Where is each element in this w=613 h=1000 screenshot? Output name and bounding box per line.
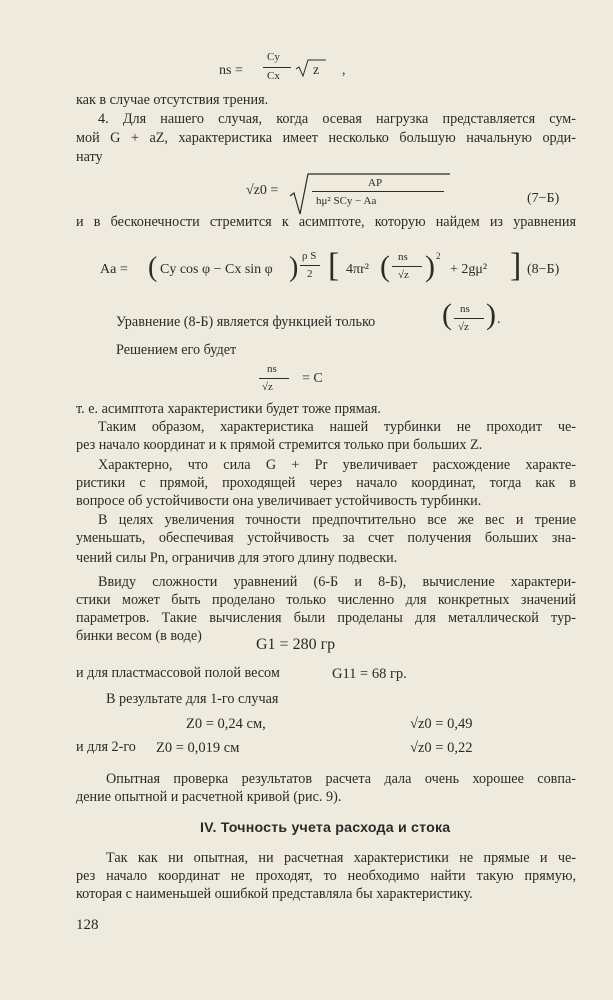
text-line: Характерно, что сила G + Pr увеличивает расхождение характе-: [98, 457, 576, 473]
text-line: рез начало координат не проходят, то необходимо найти такую прямую,: [76, 868, 576, 884]
formula-8b-bracket-a: 4πr²: [346, 262, 369, 277]
paren-open: (: [148, 252, 158, 283]
text-line: вопросе об устойчивости она увеличивает устойчивость турбинки.: [76, 493, 482, 509]
formula-ns-denominator: Cx: [267, 70, 280, 82]
text-line: Опытная проверка результатов расчета дала очень хорошее совпа-: [106, 771, 576, 787]
text-line: уменьшать, обеспечивая устойчивость за счет получения больших зна-: [76, 530, 576, 546]
bracket-open: [: [328, 247, 340, 284]
result-2-left: Z0 = 0,019 см: [156, 740, 240, 756]
text-line: 4. Для нашего случая, когда осевая нагрузка представляется сум-: [98, 111, 576, 127]
text-line: нату: [76, 149, 103, 165]
paren-close: ): [425, 250, 435, 283]
section-heading: IV. Точность учета расхода и стока: [200, 820, 451, 836]
text-line: В целях увеличения точности предпочтительно все же вес и трение: [98, 512, 576, 528]
formula-7b-label: (7−Б): [527, 191, 560, 206]
text-line: стики может быть проделано только численно для конкретных значений: [76, 592, 576, 608]
result-1-right: √z0 = 0,49: [410, 716, 473, 732]
text-line: как в случае отсутствия трения.: [76, 92, 269, 108]
text-line: которая с наименьшей ошибкой представляла бы характеристику.: [76, 886, 473, 902]
weight-g2: G11 = 68 гр.: [332, 666, 407, 682]
text-line: чений силы Pn, ограничив для этого длину подвески.: [76, 550, 398, 566]
text-line: Таким образом, характеристика нашей турбинки не проходит че-: [98, 419, 576, 435]
formula-7b-lhs: √z0 =: [246, 183, 279, 198]
fraction-bar: [312, 191, 444, 192]
formula-ns-numerator: Cy: [267, 51, 280, 63]
formula-8b-frac-den: √z: [398, 269, 409, 281]
result-1-left: Z0 = 0,24 см,: [186, 716, 266, 732]
page-number: 128: [76, 917, 99, 933]
formula-8b-plus: + 2gμ²: [450, 262, 488, 277]
solution-num: ns: [267, 363, 277, 375]
fraction-bar: [263, 67, 291, 68]
text-line: и для 2-го: [76, 739, 136, 755]
func-only-tail: .: [497, 312, 501, 327]
fraction-bar: [454, 318, 484, 319]
formula-8b-mult: ρ S: [302, 250, 317, 262]
paren-close: ): [486, 298, 496, 331]
solution-rhs: = C: [302, 371, 323, 386]
formula-8b-exp: 2: [436, 251, 441, 261]
text-line: В результате для 1-го случая: [106, 691, 279, 707]
func-only-den: √z: [458, 321, 469, 333]
text-line: дение опытной и расчетной кривой (рис. 9).: [76, 789, 342, 805]
text-line: рез начало координат и к прямой стремится только при больших Z.: [76, 437, 483, 453]
formula-8b-paren: Cy cos φ − Cx sin φ: [160, 262, 273, 277]
text-line: бинки весом (в воде): [76, 628, 202, 644]
text-line: параметров. Такие вычисления были проделаны для металлической тур-: [76, 610, 576, 626]
text-line: Ввиду сложности уравнений (6-Б и 8-Б), вычисление характери-: [98, 574, 576, 590]
paren-open: (: [442, 298, 452, 331]
formula-8b-two: 2: [307, 268, 313, 280]
paren-open: (: [380, 250, 390, 283]
formula-8b-lhs: Aa =: [100, 262, 128, 277]
fraction-bar: [259, 378, 289, 379]
text-line: и в бесконечности стремится к асимптоте, которую найдем из уравнения: [76, 214, 576, 230]
text-line: и для пластмассовой полой весом: [76, 665, 280, 681]
radical-sign: [296, 58, 326, 78]
text-line: Уравнение (8-Б) является функцией только: [116, 314, 376, 330]
text-line: Так как ни опытная, ни расчетная характеристики не прямые и че-: [106, 850, 576, 866]
formula-ns-comma: ,: [342, 63, 346, 78]
bracket-close: ]: [510, 247, 522, 284]
text-line: т. е. асимптота характеристики будет тоже прямая.: [76, 401, 381, 417]
solution-den: √z: [262, 381, 273, 393]
formula-ns-lhs: ns =: [219, 63, 243, 78]
fraction-bar: [392, 266, 422, 267]
formula-ns-radicand: z: [313, 63, 320, 78]
formula-8b-label: (8−Б): [527, 262, 560, 277]
weight-g1: G1 = 280 гр: [256, 636, 336, 653]
formula-8b-frac-num: ns: [398, 251, 408, 263]
paren-close: ): [289, 252, 299, 283]
text-line: ристики с прямой, проходящей через начало координат, тогда как в: [76, 475, 576, 491]
result-2-right: √z0 = 0,22: [410, 740, 473, 756]
func-only-num: ns: [460, 303, 470, 315]
formula-7b-numerator: AP: [368, 177, 383, 189]
fraction-bar: [300, 265, 320, 266]
text-line: мой G + aZ, характеристика имеет несколько большую начальную орди-: [76, 130, 576, 146]
text-line: Решением его будет: [116, 342, 237, 358]
formula-7b-denominator: hμ² SCy − Aa: [316, 195, 377, 207]
